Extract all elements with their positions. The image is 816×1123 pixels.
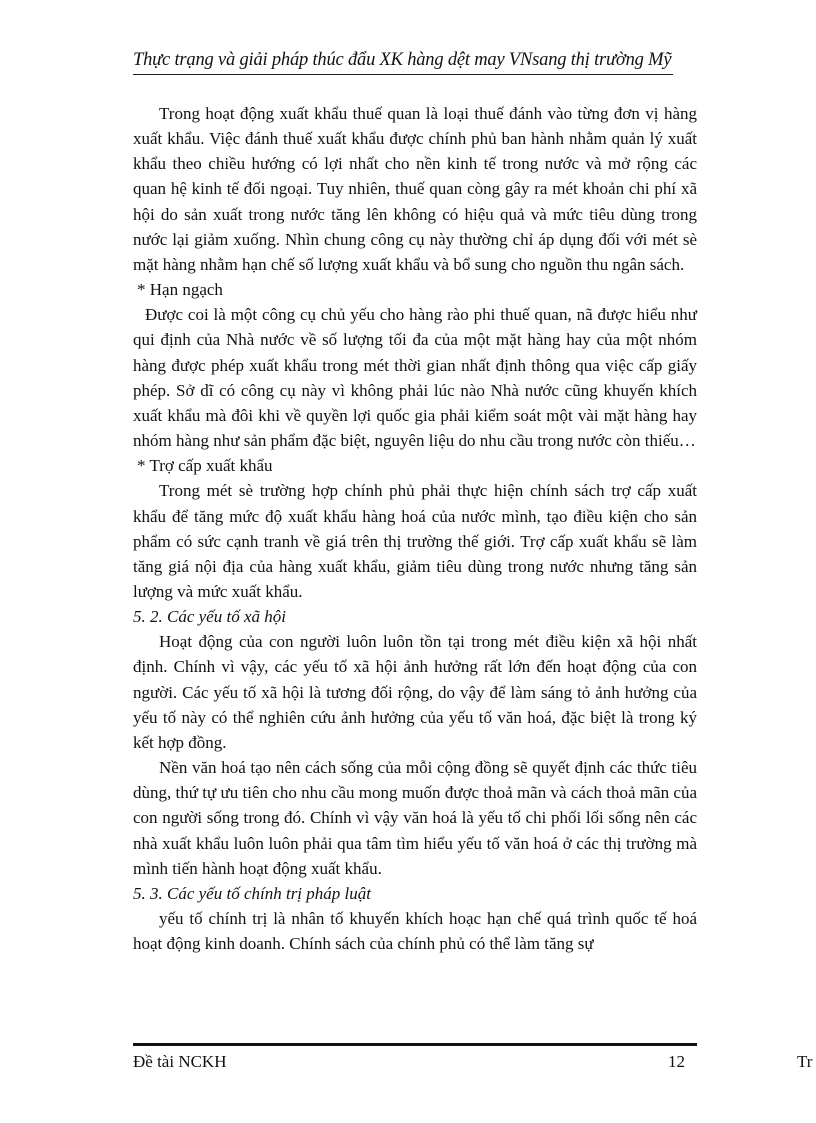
section-heading-social-factors: 5. 2. Các yếu tố xã hội (133, 607, 286, 627)
header-underline (133, 74, 673, 75)
paragraph-quota: Được coi là một công cụ chủ yếu cho hàng rào phi thuế quan, nã được hiểu như qui định của Nhà nước về số lượng tối đa của một mặt hàng hay của một nhóm hàng được phép xuất khẩu trong mét thời gian nhất định thông qua việc cấp giấy phép. Sở dĩ có công cụ này vì không phải lúc nào Nhà nước cũng khuyến khích xuất khẩu mà đôi khi về quyền lợi quốc gia phải kiểm soát một vài mặt hàng hay nhóm hàng như sản phẩm đặc biệt, nguyên liệu do nhu cầu trong nước còn thiếu… (133, 305, 697, 451)
page-number: 12 (668, 1052, 685, 1071)
paragraph-export-tariff: Trong hoạt động xuất khẩu thuế quan là loại thuế đánh vào từng đơn vị hàng xuất khẩu. Việc đánh thuế xuất khẩu được chính phủ ban hành nhằm quản lý xuất khẩu theo chiều hướng có lợi nhất cho nền kinh tế trong nước và mở rộng các quan hệ kinh tế đối ngoại. Tuy nhiên, thuế quan còng gây ra mét khoản chi phí xã hội do sản xuất trong nước tăng lên không có hiệu quả và mức tiêu dùng trong nước lại giảm xuống. Nhìn chung công cụ này thường chỉ áp dụng đối với mét sè mặt hàng nhằm hạn chế số lượng xuất khẩu và bổ sung cho nguồn thu ngân sách. (133, 104, 697, 274)
body-text (133, 101, 697, 956)
paragraph-social-factors: Hoạt động của con người luôn luôn tồn tại trong mét điều kiện xã hội nhất định. Chính vì vậy, các yếu tố xã hội ảnh hưởng rất lớn đến hoạt động của con người. Các yếu tố xã hội là tương đối rộng, do vậy để làm sáng tỏ ảnh hưởng của yếu tố này có thể nghiên cứu ảnh hưởng của yếu tố văn hoá, đặc biệt là trong ký kết hợp đồng. (133, 632, 697, 752)
paragraph-political-legal: yếu tố chính trị là nhân tố khuyến khích hoạc hạn chế quá trình quốc tế hoá hoạt động kinh doanh. Chính sách của chính phủ có thể làm tăng sự (133, 909, 697, 954)
subheading-quota: * Hạn ngạch (137, 280, 223, 300)
page-header (133, 50, 673, 70)
footer-divider (133, 1043, 697, 1046)
paragraph-export-subsidy: Trong mét sè trường hợp chính phủ phải thực hiện chính sách trợ cấp xuất khẩu để tăng mức độ xuất khẩu hàng hoá của nước mình, tạo điều kiện cho sản phẩm có sức cạnh tranh về giá trên thị trường thế giới. Trợ cấp xuất khẩu sẽ làm tăng giá nội địa của hàng xuất khẩu, giảm tiêu dùng trong nước nhưng tăng sản lượng và mức xuất khẩu. (133, 481, 697, 601)
section-heading-political-legal: 5. 3. Các yếu tố chính trị pháp luật (133, 883, 371, 903)
footer-label: Đề tài NCKH (133, 1052, 227, 1071)
paragraph-culture: Nền văn hoá tạo nên cách sống của mỗi cộng đồng sẽ quyết định các thức tiêu dùng, thứ tự ưu tiên cho nhu cầu mong muốn được thoả mãn và cách thoả mãn của con người sống trong đó. Chính vì vậy văn hoá là yếu tố chi phối lối sống nên các nhà xuất khẩu luôn luôn phải qua tâm tìm hiểu yếu tố văn hoá ở các thị trường mà mình tiến hành hoạt động xuất khẩu. (133, 758, 697, 878)
footer-cut-text: Tr (797, 1052, 813, 1071)
header-title: Thực trạng và giải pháp thúc đẩu XK hàng dệt may VNsang thị trường Mỹ (133, 50, 672, 70)
subheading-export-subsidy: * Trợ cấp xuất khẩu (137, 456, 273, 476)
